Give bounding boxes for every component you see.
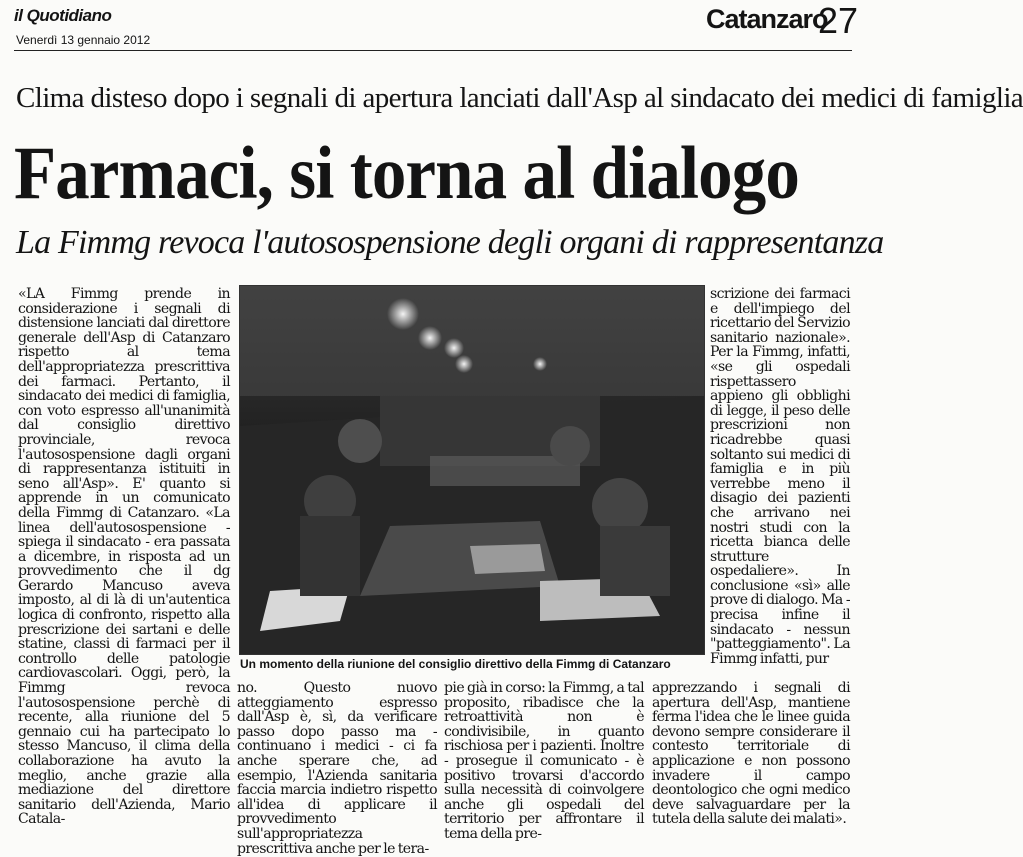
article-column-3: pie già in corso: la Fimmg, a tal proposito, ribadisce che la retroattività non è condivisibile, in quanto rischiosa per i pazienti. Inoltre - prosegue il comunicato - è positivo trovarsi d'accordo sulla necessità di coinvolgere anche gli ospedali del territorio per affrontare il tema della pre- <box>444 680 644 842</box>
article-column-2: no. Questo nuovo atteggiamento espresso dall'Asp è, sì, da verificare passo dopo passo ma - continuano i medici - ci fa anche sperare che, ad esempio, l'Azienda sanitaria faccia marcia indietro rispetto all'idea di applicare il provvedimento sull'appropriatezza prescrittiva anche per le tera- <box>237 680 437 857</box>
header-divider <box>14 50 852 51</box>
article-kicker: Clima disteso dopo i segnali di apertura lanciati dall'Asp al sindacato dei medici di famiglia <box>16 82 1023 114</box>
article-column-5: scrizione dei farmaci e dell'impiego del ricettario del Servizio sanitario nazionale». Per la Fimmg, infatti, «se gli ospedali rispettassero appieno gli obblighi di legge, il peso delle prescrizioni non ricadrebbe quasi soltanto sui medici di famiglia e in più verrebbe meno il disagio dei pazienti che arrivano nei nostri studi con la ricetta bianca delle strutture ospedaliere». In conclusione «sì» alle prove di dialogo. Ma - precisa infine il sindacato - nessun "patteggiamento". La Fimmg infatti, pur <box>710 286 850 667</box>
section-city: Catanzaro <box>706 4 828 34</box>
article-column-4: apprezzando i segnali di apertura dell'Asp, mantiene ferma l'idea che le linee guida devono sempre considerare il contesto territoriale di applicazione e non possono invadere il campo deontologico che ogni medico deve salvaguardare per la tutela della salute dei malati». <box>652 680 850 828</box>
newspaper-masthead: il Quotidiano <box>14 6 112 25</box>
article-headline: Farmaci, si torna al dialogo <box>14 132 799 215</box>
page-number: 27 <box>818 0 859 41</box>
issue-date: Venerdì 13 gennaio 2012 <box>16 33 151 47</box>
photo-caption: Un momento della riunione del consiglio direttivo della Fimmg di Catanzaro <box>240 657 671 671</box>
article-column-1: «LA Fimmg prende in considerazione i segnali di distensione lanciati dal direttore generale dell'Asp di Catanzaro rispetto al tema dell'appropriatezza prescrittiva dei farmaci. Pertanto, il sindacato dei medici di famiglia, con voto espresso all'unanimità dal consiglio direttivo provinciale, revoca l'autosospensione dagli organi di rappresentanza istituiti in seno all'Asp». E' quanto si apprende in un comunicato della Fimmg di Catanzaro. «La linea dell'autosospensione - spiega il sindacato - era passata a dicembre, in risposta ad un provvedimento che il dg Gerardo Mancuso aveva imposto, al di là di un'autentica logica di confronto, rispetto alla prescrizione dei sartani e delle statine, classi di farmaci per il controllo delle patologie cardiovascolari. Oggi, però, la Fimmg revoca l'autosospensione perchè di recente, alla riunione del 5 gennaio cui ha partecipato lo stesso Mancuso, il clima della collaborazione ha avuto la meglio, anche grazie alla mediazione del direttore sanitario dell'Azienda, Mario Catala- <box>18 286 230 828</box>
article-subheadline: La Fimmg revoca l'autosospensione degli organi di rappresentanza <box>16 224 884 261</box>
meeting-photo <box>239 285 705 655</box>
